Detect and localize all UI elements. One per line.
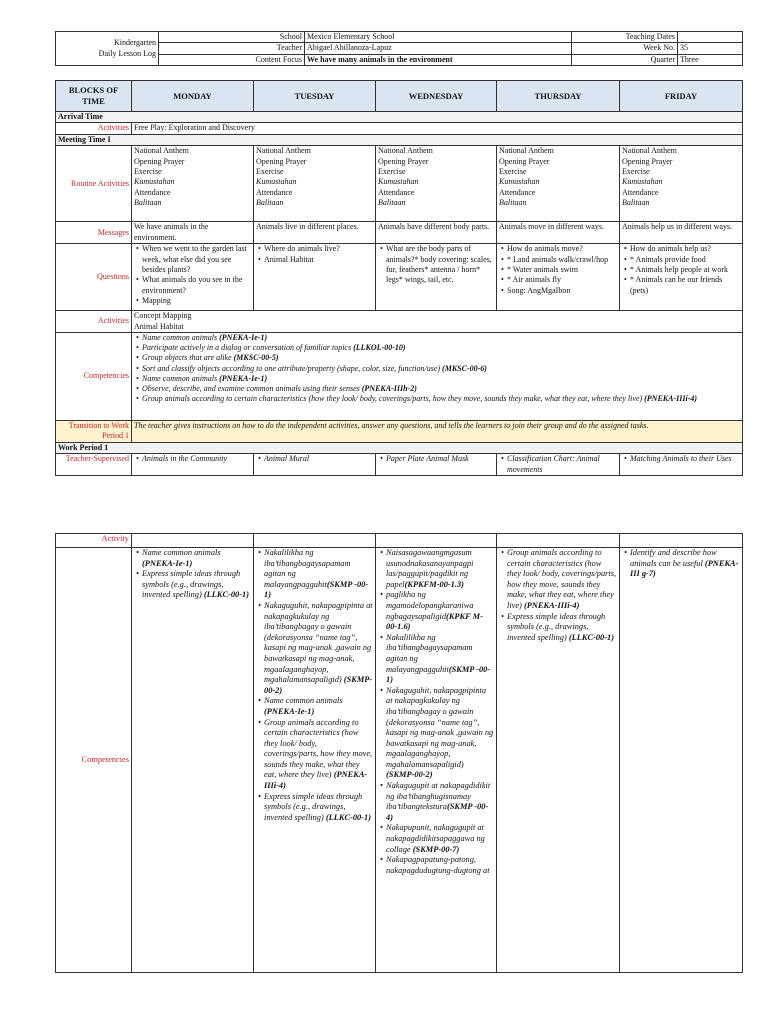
teacher-supervised-tuesday: • Animal Mural [254, 454, 376, 476]
routine-item: National Anthem [378, 146, 433, 156]
question-item: • * Animals can be our friends (pets) [630, 275, 740, 296]
routine-label: Routine Activities [56, 146, 132, 222]
activities2-cell [132, 311, 743, 333]
activity-item: Animal Habitat [134, 321, 184, 331]
teacher-label: Teacher [159, 43, 305, 54]
school-value: Mexico Elementary School [305, 32, 572, 43]
routine-item: Attendance [256, 187, 293, 197]
teacher-supervised-wednesday: • Paper Plate Animal Mask [376, 454, 497, 476]
question-item: • What are the body parts of animals?* body covering: scales, fur, feathers* antenna / horn* legs* wings, tail, etc. [386, 244, 494, 286]
competencies-label: Competencies [56, 333, 132, 421]
routine-item: Exercise [134, 167, 162, 177]
message-wednesday: Animals have different body parts. [376, 222, 497, 244]
competency-item: • Nakaguguhit, nakapagpipinta at nakapagkukulay ng iba’tibangbagay o gawain (dekorasyonsa “name tag”, kasapi ng mag-anak ,gawain ng bawatkasapi ng mag-anak, mgaalaganghayop, mgahalamansapaligid) (SKMP-00-2) [264, 601, 373, 696]
activities2-label: Activities [56, 311, 132, 333]
routine-item: Attendance [378, 187, 415, 197]
competencies-friday [620, 548, 743, 973]
competency-item: • Naisasagawaangmgasum usunodnakasanayanpagpi las/paggupit/pagdikit ng papel(KPKFM-00-1.3) [386, 548, 494, 590]
competency-item: • Nakapagpapatung-patong, nakapagdudugtung-dugtong at [386, 855, 494, 876]
focus-label: Content Focus [159, 54, 305, 65]
col-header-thursday: THURSDAY [497, 81, 620, 112]
grade-label: Kindergarten [113, 38, 156, 48]
competencies-cell [132, 333, 743, 421]
routine-item: National Anthem [499, 146, 554, 156]
activity-label: Activity [56, 534, 132, 548]
activity-friday [620, 534, 743, 548]
question-item: • * Water animals swim [507, 265, 617, 275]
question-item: • Mapping [142, 296, 251, 306]
competency-item: • Nakagugupit at nakapagdidikit ng iba’tibanghugisnamay iba’tibangtekstura(SKMP -00-4) [386, 781, 494, 823]
focus-value: We have many animals in the environment [305, 54, 572, 65]
routine-item: Opening Prayer [256, 156, 307, 166]
questions-tuesday [254, 244, 376, 311]
continuation-table [55, 533, 743, 973]
transition-label: Transition to Work Period 1 [56, 421, 132, 443]
routine-item: Balitaan [378, 198, 406, 208]
routine-item: National Anthem [256, 146, 311, 156]
routine-item: Exercise [378, 167, 406, 177]
competency-item: • Group objects that are alike (MKSC-00-5) [142, 353, 740, 363]
activity-monday [132, 534, 254, 548]
question-item: • Animal Habitat [264, 255, 373, 265]
routine-item: Exercise [622, 167, 650, 177]
competency-item: • Express simple ideas through symbols (e.g., drawings, invented spelling) (LLKC-00-1) [507, 612, 617, 644]
competency-item: • Group animals according to certain characteristics (how they look/ body, coverings/parts, how they move, sounds they make, what they eat, where they live) (PNEKA-IIIi-4) [142, 394, 740, 404]
routine-item: Attendance [622, 187, 659, 197]
work-period-heading: Work Period 1 [56, 442, 743, 453]
activity-wednesday [376, 534, 497, 548]
col-header-friday: FRIDAY [620, 81, 743, 112]
routine-item: Kumustahan [256, 177, 297, 187]
competency-item: • Group animals according to certain characteristics (how they look/ body, coverings/parts, how they move, sounds they make, what they eat, where they live) (PNEKA-IIIi-4) [507, 548, 617, 612]
dates-label: Teaching Dates [572, 32, 678, 43]
quarter-label: Quarter [572, 54, 678, 65]
competency-item: • Name common animals (PNEKA-Ie-1) [142, 548, 251, 569]
competency-item: • Name common animals (PNEKA-Ie-1) [142, 333, 740, 343]
teacher-supervised-friday: • Matching Animals to their Uses [620, 454, 743, 476]
school-label: School [159, 32, 305, 43]
questions-thursday [497, 244, 620, 311]
routine-item: Kumustahan [499, 177, 540, 187]
competency-item: • Nakalilikha ng iba’tibangbagaysapamam agitan ng malayangpagguhit(SKMP -00-1) [386, 633, 494, 686]
routine-item: Kumustahan [378, 177, 419, 187]
transition-text: The teacher gives instructions on how to do the independent activities, answer any questions, and tells the learners to join their group and do the assigned tasks. [132, 421, 743, 443]
routine-item: Balitaan [134, 198, 162, 208]
competency-item: • Nakalilikha ng iba’tibangbagaysapamam agitan ng malayangpagguhit(SKMP -00-1) [264, 548, 373, 601]
routine-item: National Anthem [134, 146, 189, 156]
questions-monday [132, 244, 254, 311]
question-item: • * Animals help people at work [630, 265, 740, 275]
routine-wednesday [376, 146, 497, 222]
routine-item: Exercise [256, 167, 284, 177]
competency-item: • Name common animals (PNEKA-Ie-1) [142, 374, 740, 384]
message-thursday: Animals move in different ways. [497, 222, 620, 244]
activity-tuesday [254, 534, 376, 548]
week-label: Week No. [572, 43, 678, 54]
header-table [55, 31, 743, 66]
competencies-tuesday [254, 548, 376, 973]
activity-thursday [497, 534, 620, 548]
arrival-time-heading: Arrival Time [56, 112, 743, 123]
week-value: 35 [678, 43, 743, 54]
competency-item: • paglikha ng mgamodelopangkaraniwa ngbagaysapaligid(KPKF M-00-1.6) [386, 590, 494, 632]
col-header-tuesday: TUESDAY [254, 81, 376, 112]
message-monday: We have animals in the environment. [132, 222, 254, 244]
question-item: • How do animals help us? [630, 244, 740, 254]
competency-item: • Group animals according to certain characteristics (how they look/ body, coverings/parts, how they move, sounds they make, what they eat, where they live) (PNEKA-IIIi-4) [264, 718, 373, 792]
competencies-monday [132, 548, 254, 973]
messages-label: Messages [56, 222, 132, 244]
col-header-blocks: BLOCKS OF TIME [56, 81, 132, 112]
routine-item: Balitaan [499, 198, 527, 208]
question-item: • Song: AngMgaIbon [507, 286, 617, 296]
question-item: • * Land animals walk/crawl/hop [507, 255, 617, 265]
question-item: • How do animals move? [507, 244, 617, 254]
message-friday: Animals help us in different ways. [620, 222, 743, 244]
question-item: • Where do animals live? [264, 244, 373, 254]
activities-label: Activities [56, 123, 132, 134]
competency-item: • Express simple ideas through symbols (e.g., drawings, invented spelling) (LLKC-00-1) [142, 569, 251, 601]
competency-item: • Participate actively in a dialog or conversation of familiar topics (LLKOL-00-10) [142, 343, 740, 353]
competency-item: • Name common animals (PNEKA-Ie-1) [264, 696, 373, 717]
log-title: Daily Lesson Log [98, 48, 156, 58]
teacher-value: Abigael Abillanoza-Lapuz [305, 43, 572, 54]
routine-item: Balitaan [256, 198, 284, 208]
routine-thursday [497, 146, 620, 222]
question-item: • What animals do you see in the environment? [142, 275, 251, 296]
quarter-value: Three [678, 54, 743, 65]
competency-item: • Nakaguguhit, nakapagpipinta at nakapagkukulay ng iba’tibangbagay o gawain (dekorasyonsa “name tag”, kasapi ng mag-anak ,gawain ng bawatkasapi ng mag-anak, mgaalaganghayop, mgahalamansapaligid) (SKMP-00-2) [386, 686, 494, 781]
routine-monday [132, 146, 254, 222]
question-item: • * Air animals fly [507, 275, 617, 285]
teacher-supervised-monday: • Animals in the Community [132, 454, 254, 476]
message-tuesday: Animals live in different places. [254, 222, 376, 244]
routine-friday [620, 146, 743, 222]
competency-item: • Express simple ideas through symbols (e.g., drawings, invented spelling) (LLKC-00-1) [264, 792, 373, 824]
teacher-supervised-label: Teacher-Supervised [56, 454, 132, 476]
col-header-monday: MONDAY [132, 81, 254, 112]
col-header-wednesday: WEDNESDAY [376, 81, 497, 112]
routine-item: Attendance [499, 187, 536, 197]
routine-item: Opening Prayer [622, 156, 673, 166]
routine-item: Opening Prayer [378, 156, 429, 166]
questions-wednesday [376, 244, 497, 311]
question-item: • * Animals provide food [630, 255, 740, 265]
teacher-supervised-thursday: • Classification Chart: Animal movements [497, 454, 620, 476]
routine-item: Opening Prayer [499, 156, 550, 166]
routine-item: Kumustahan [622, 177, 663, 187]
routine-item: Opening Prayer [134, 156, 185, 166]
competencies-wednesday [376, 548, 497, 973]
free-play-text: Free Play: Exploration and Discovery [132, 123, 743, 134]
activity-item: Concept Mapping [134, 311, 192, 321]
routine-item: Attendance [134, 187, 171, 197]
routine-tuesday [254, 146, 376, 222]
competency-item: • Observe, describe, and examine common animals using their senses (PNEKA-IIIh-2) [142, 384, 740, 394]
competencies2-label: Competencies [56, 548, 132, 973]
dates-value [678, 32, 743, 43]
routine-item: National Anthem [622, 146, 677, 156]
lesson-table [55, 80, 743, 476]
competency-item: • Sort and classify objects according to one attribute/property (shape, color, size, function/use) (MKSC-00-6) [142, 364, 740, 374]
question-item: • When we went to the garden last week, what else did you see besides plants? [142, 244, 251, 275]
meeting-time-heading: Meeting Time I [56, 134, 743, 145]
competencies-thursday [497, 548, 620, 973]
competency-item: • Identify and describe how animals can be useful (PNEKA-III g-7) [630, 548, 740, 580]
routine-item: Exercise [499, 167, 527, 177]
header-left [56, 32, 159, 66]
routine-item: Balitaan [622, 198, 650, 208]
questions-friday [620, 244, 743, 311]
routine-item: Kumustahan [134, 177, 175, 187]
questions-label: Questions [56, 244, 132, 311]
competency-item: • Nakapupunit, nakagugupit at nakapagdidikitsapaggawa ng collage (SKMP-00-7) [386, 823, 494, 855]
